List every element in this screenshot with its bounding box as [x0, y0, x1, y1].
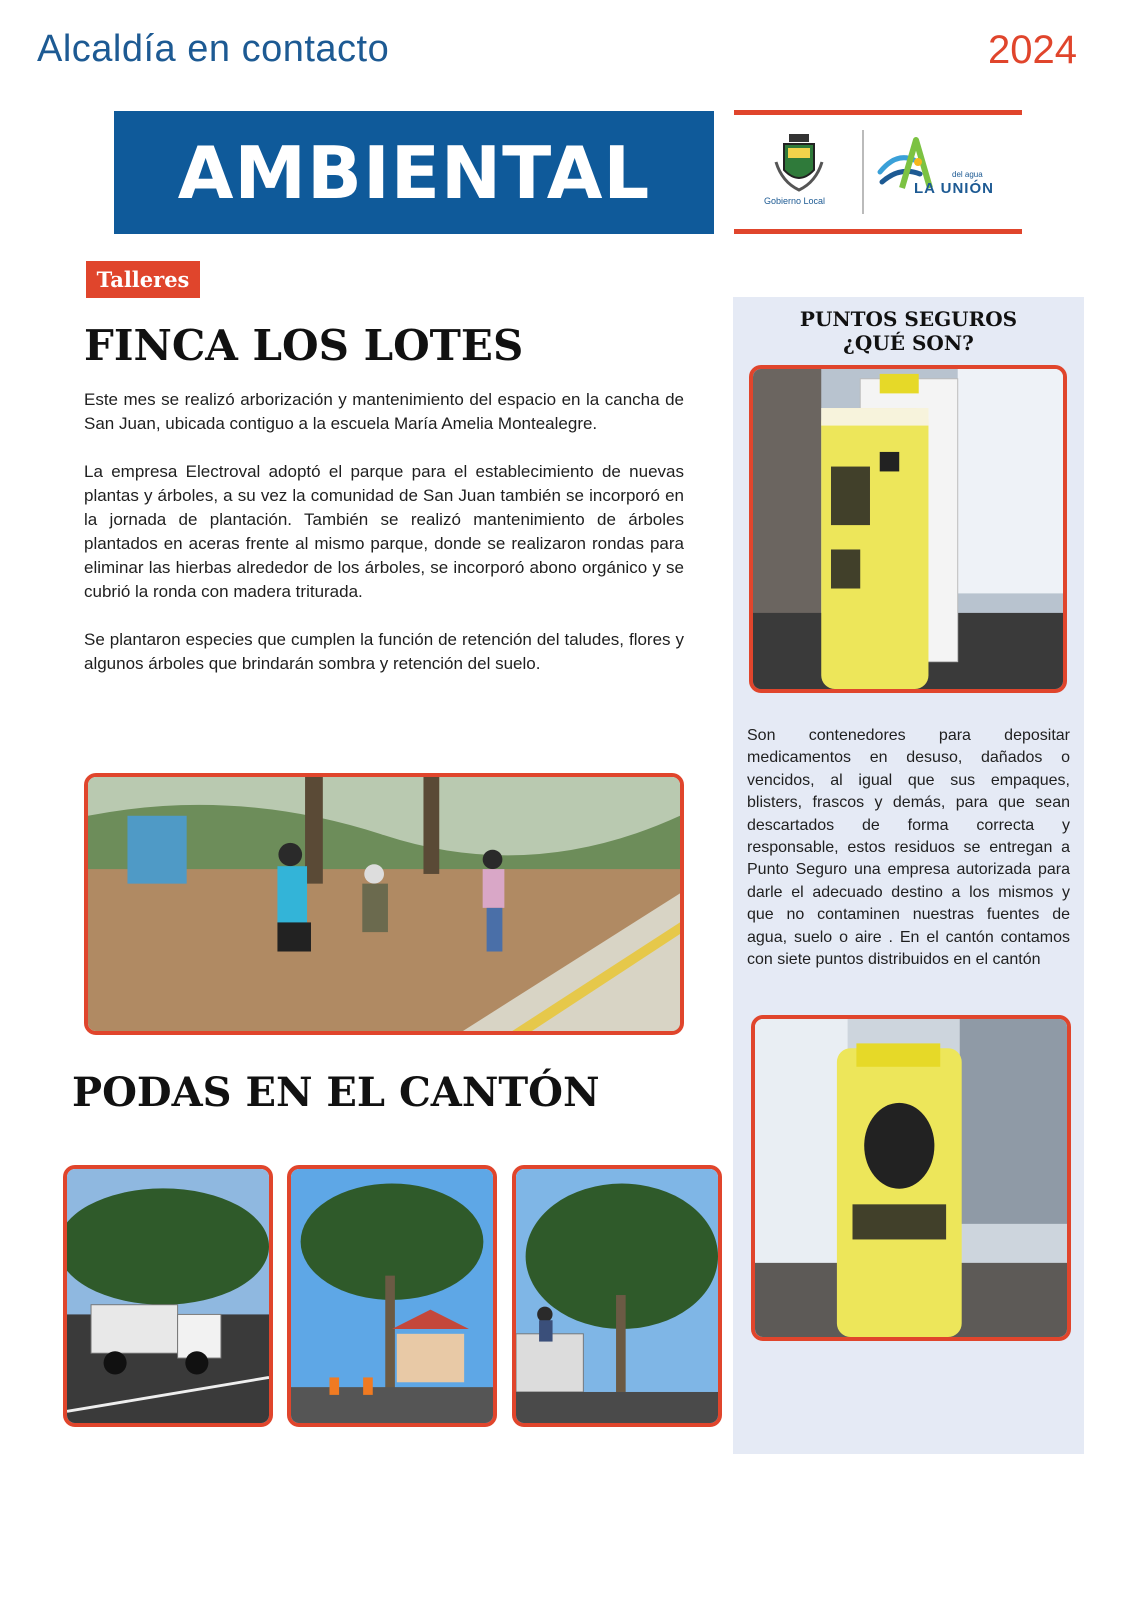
sidebar-title-line: PUNTOS SEGUROS: [799, 307, 1018, 331]
sidebar-puntos-seguros: [733, 297, 1084, 1454]
pruning-photo-tree: [287, 1165, 497, 1427]
logo-separator: [862, 130, 864, 214]
sidebar-title-line: ¿QUÉ SON?: [843, 331, 974, 355]
punto-seguro-photo-2: [751, 1015, 1071, 1341]
brand-name: LA UNIÓN: [914, 180, 994, 197]
article-body: [84, 388, 684, 700]
coat-caption: Gobierno Local: [764, 196, 826, 206]
article-paragraph: Se plantaron especies que cumplen la función de retención del taludes, flores y algunos árboles que brindarán sombra y retención del suelo.: [84, 630, 684, 673]
sidebar-text: Son contenedores para depositar medicamentos en desuso, dañados o vencidos, al igual que sus empaques, blisters, frascos y demás, para que sean descartados de forma correcta y responsable, estos residuos se entregan a Punto Seguro una empresa autorizada para darle el adecuado destino a los mismos y que no contaminen nuestras fuentes de agua, suelo o aire . En el cantón contamos con siete puntos distribuidos en el cantón: [747, 727, 1070, 969]
newsletter-year: 2024: [988, 28, 1077, 72]
logo-bottom-rule: [734, 229, 1022, 234]
coat-of-arms-icon: [774, 132, 824, 194]
article-paragraph: Este mes se realizó arborización y mantenimiento del espacio en la cancha de San Juan, ubicada contiguo a la escuela María Amelia Montealegre.: [84, 390, 684, 433]
logo-panel: [734, 110, 1022, 234]
punto-seguro-photo-1: [749, 365, 1067, 693]
pruning-photo-crew: [512, 1165, 722, 1427]
article-heading: FINCA LOS LOTES: [84, 321, 524, 370]
article-paragraph: La empresa Electroval adoptó el parque para el establecimiento de nuevas plantas y árboles, a su vez la comunidad de San Juan también se incorporó en la jornada de plantación. También se realizó mantenimiento de árboles plantados en aceras frente al mismo parque, donde se realizaron rondas para eliminar las hierbas alrededor de los árboles, se incorporó abono orgánico y se cubrió la ronda con madera triturada.: [84, 462, 684, 601]
category-tag: Talleres: [86, 261, 200, 298]
section-banner-title: AMBIENTAL: [177, 130, 651, 215]
pruning-photo-truck: [63, 1165, 273, 1427]
section-banner: [114, 111, 714, 234]
podas-heading: PODAS EN EL CANTÓN: [72, 1069, 600, 1116]
planting-photo: [84, 773, 684, 1035]
logo-top-rule: [734, 110, 1022, 115]
brand-tagline: del agua: [952, 170, 983, 179]
sidebar-title: [733, 307, 1084, 355]
newsletter-title: Alcaldía en contacto: [37, 28, 390, 70]
